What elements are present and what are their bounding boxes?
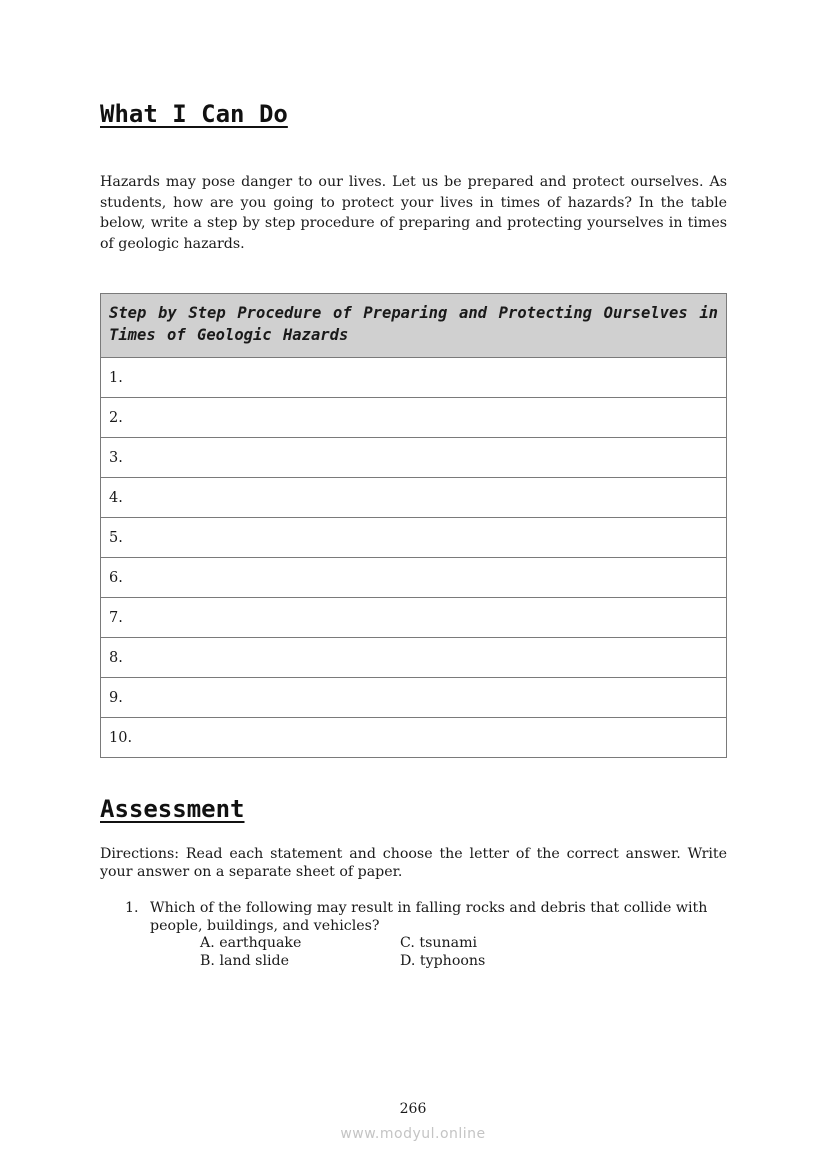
table-row (101, 718, 727, 758)
table-row (101, 478, 727, 518)
step-cell: 1. (101, 358, 727, 398)
table-row (101, 638, 727, 678)
table-row (101, 678, 727, 718)
watermark-text: www.modyul.online (340, 1126, 486, 1142)
procedure-table (100, 293, 727, 758)
table-row (101, 558, 727, 598)
section-title-what-i-can-do: What I Can Do (100, 100, 288, 128)
question-text: Which of the following may result in falling rocks and debris that collide with people, buildings, and vehicles? (150, 900, 708, 934)
table-header-row (101, 294, 727, 358)
directions-paragraph: Directions: Read each statement and choose the letter of the correct answer. Write your answer on a separate sheet of paper. (100, 846, 727, 880)
table-header: Step by Step Procedure of Preparing and Protecting Ourselves in Times of Geologic Hazards (101, 294, 727, 358)
choice-d: D. typhoons (400, 953, 486, 969)
table-row (101, 438, 727, 478)
page-number: 266 (399, 1101, 427, 1117)
step-cell: 7. (101, 598, 727, 638)
step-cell: 5. (101, 518, 727, 558)
table-row (101, 518, 727, 558)
table-row (101, 598, 727, 638)
choice-b: B. land slide (200, 953, 290, 969)
step-cell: 2. (101, 398, 727, 438)
choice-c: C. tsunami (400, 935, 478, 951)
step-cell: 8. (101, 638, 727, 678)
choice-a: A. earthquake (200, 935, 302, 951)
table-row (101, 358, 727, 398)
step-cell: 4. (101, 478, 727, 518)
step-cell: 6. (101, 558, 727, 598)
step-cell: 9. (101, 678, 727, 718)
intro-paragraph: Hazards may pose danger to our lives. Let us be prepared and protect ourselves. As students, how are you going to protect your lives in times of hazards? In the table below, write a step by step procedure of preparing and protecting yourselves in times of geologic hazards. (100, 174, 727, 252)
step-cell: 3. (101, 438, 727, 478)
question-number: 1. (125, 900, 139, 916)
table-row (101, 398, 727, 438)
section-title-assessment: Assessment (100, 795, 245, 823)
step-cell: 10. (101, 718, 727, 758)
